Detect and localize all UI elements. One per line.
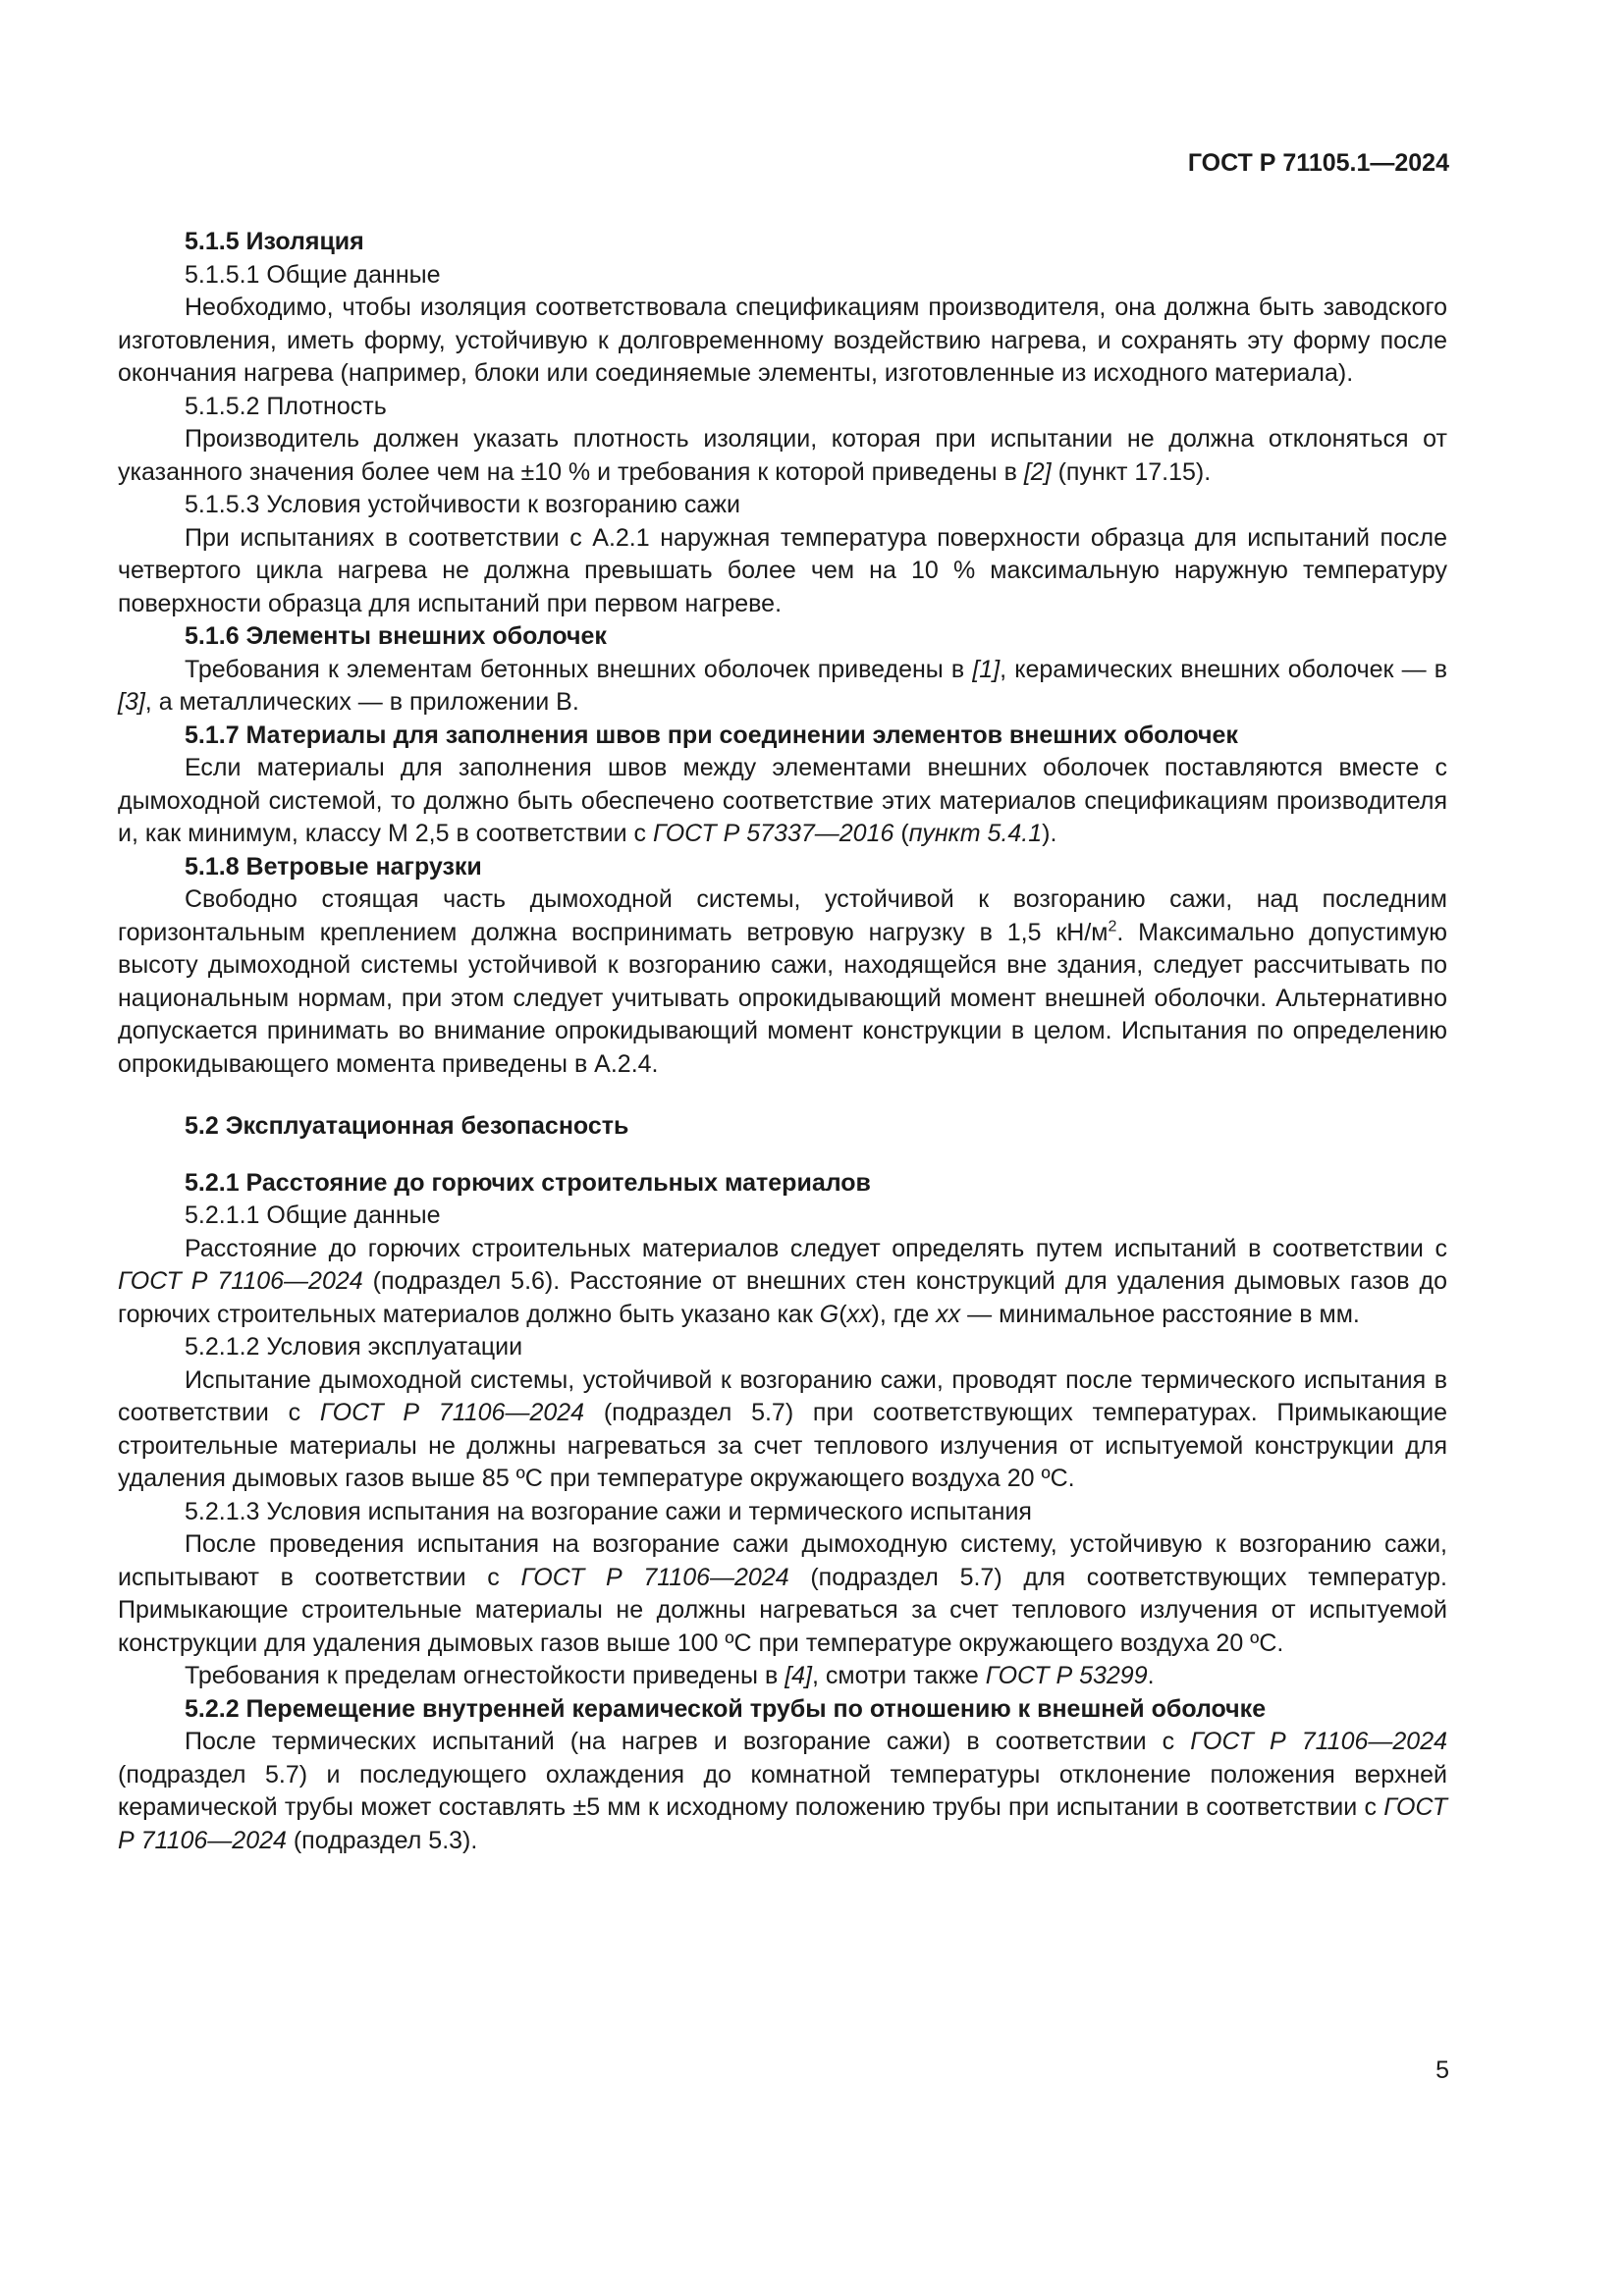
- body-paragraph: [118, 292, 1447, 391]
- reference-text: [1]: [972, 655, 1001, 683]
- text-run: 5.1.8 Ветровые нагрузки: [185, 852, 482, 881]
- body-paragraph: [118, 1200, 1447, 1233]
- text-run: После проведения испытания на возгорание сажи дымоходную систему, устойчивую к возгоранию сажи, испытывают в соответствии с: [118, 1530, 1447, 1591]
- body-paragraph: [118, 259, 1447, 293]
- reference-text: ГОСТ Р 71106—2024: [118, 1793, 1447, 1854]
- text-run: Расстояние до горючих строительных материалов следует определять путем испытаний в соответствии с: [185, 1234, 1447, 1262]
- text-run: (: [839, 1300, 847, 1328]
- reference-text: [3]: [118, 688, 145, 716]
- reference-text: [2]: [1023, 457, 1052, 486]
- text-run: (подраздел 5.7) и последующего охлаждения до комнатной температуры отклонение положения верхней керамической трубы может составлять ±5 мм к исходному положению трубы при испытании в соответствии с: [118, 1760, 1447, 1821]
- section-heading: [118, 720, 1447, 753]
- reference-text: ГОСТ Р 71106—2024: [1190, 1728, 1448, 1755]
- text-run: 5.1.5.1 Общие данные: [185, 260, 441, 289]
- section-heading: [118, 851, 1447, 884]
- text-run: 5.1.7 Материалы для заполнения швов при соединении элементов внешних оболочек: [185, 721, 1238, 749]
- reference-text: ГОСТ Р 71106—2024: [118, 1267, 363, 1295]
- text-run: 5.2 Эксплуатационная безопасность: [185, 1112, 629, 1140]
- section-heading: [118, 1693, 1447, 1727]
- text-run: Свободно стоящая часть дымоходной системы, устойчивой к возгоранию сажи, над последним горизонтальным креплением должна воспринимать ветровую нагрузку в 1,5 кН/м: [118, 885, 1447, 946]
- text-run: (подраздел 5.3).: [286, 1826, 478, 1854]
- text-run: (: [893, 820, 909, 847]
- text-run: .: [1147, 1662, 1155, 1689]
- reference-text: G: [819, 1300, 839, 1328]
- section-heading: [118, 1167, 1447, 1201]
- reference-text: xx: [936, 1300, 961, 1328]
- text-run: (подраздел 5.7) для соответствующих температур. Примыкающие строительные материалы не должны нагреваться за счет теплового излучения от испытуемой конструкции для удаления дымовых газов выше 100 ºС при температуре окружающего воздуха 20 ºС.: [118, 1563, 1447, 1657]
- text-run: ).: [1042, 820, 1057, 847]
- text-run: После термических испытаний (на нагрев и возгорание сажи) в соответствии с: [185, 1728, 1191, 1755]
- text-run: , а металлических — в приложении В.: [144, 688, 579, 716]
- text-run: Требования к пределам огнестойкости приведены в: [185, 1662, 785, 1689]
- text-run: 5.1.6 Элементы внешних оболочек: [185, 622, 607, 650]
- body-paragraph: [118, 1364, 1447, 1496]
- reference-text: ГОСТ Р 53299: [985, 1662, 1148, 1689]
- body-paragraph: [118, 883, 1447, 1081]
- body-paragraph: [118, 1726, 1447, 1857]
- reference-text: ГОСТ Р 71106—2024: [520, 1563, 789, 1591]
- reference-text: ГОСТ Р 71106—2024: [319, 1399, 585, 1426]
- text-run: (подраздел 5.6). Расстояние от внешних стен конструкций для удаления дымовых газов до горючих строительных материалов должно быть указано как: [118, 1267, 1448, 1328]
- text-run: 5.2.1.3 Условия испытания на возгорание сажи и термического испытания: [185, 1497, 1032, 1525]
- body-paragraph: [118, 654, 1447, 720]
- text-run: — минимальное расстояние в мм.: [960, 1300, 1360, 1328]
- text-run: Производитель должен указать плотность изоляции, которая при испытании не должна отклоняться от указанного значения более чем на ±10 % и требования к которой приведены в: [118, 425, 1447, 486]
- text-run: Если материалы для заполнения швов между элементами внешних оболочек поставляются вместе с дымоходной системой, то должно быть обеспечено соответствие этих материалов спецификациям производителя и, как минимум, классу М 2,5 в соответствии с: [118, 754, 1447, 847]
- text-run: 5.2.1 Расстояние до горючих строительных материалов: [185, 1168, 871, 1197]
- text-run: 5.1.5 Изоляция: [185, 228, 364, 255]
- section-heading: [118, 620, 1447, 654]
- text-run: ), где: [871, 1300, 937, 1328]
- text-run: . Максимально допустимую высоту дымоходной системы устойчивой к возгоранию сажи, находящейся вне здания, следует рассчитывать по национальным нормам, при этом следует учитывать опрокидывающий момент внешней оболочки. Альтернативно допускается принимать во внимание опрокидывающий момент конструкции в целом. Испытания по определению опрокидывающего момента приведены в А.2.4.: [118, 918, 1447, 1078]
- body-paragraph: [118, 391, 1447, 424]
- document-header: ГОСТ Р 71105.1—2024: [1187, 149, 1449, 177]
- text-run: 2: [1108, 918, 1117, 935]
- text-run: 5.2.1.1 Общие данные: [185, 1201, 441, 1229]
- text-run: При испытаниях в соответствии с А.2.1 наружная температура поверхности образца для испытаний после четвертого цикла нагрева не должна превышать более чем на 10 % максимальную наружную температуру поверхности образца для испытаний при первом нагреве.: [118, 523, 1447, 617]
- text-run: 5.1.5.2 Плотность: [185, 392, 387, 420]
- text-run: Необходимо, чтобы изоляция соответствовала спецификациям производителя, она должна быть заводского изготовления, иметь форму, устойчивую к долговременному воздействию нагрева, и сохранять эту форму после окончания нагрева (например, блоки или соединяемые элементы, изготовленные из исходного материала).: [118, 294, 1447, 387]
- body-paragraph: [118, 1660, 1447, 1693]
- reference-text: xx: [846, 1300, 872, 1328]
- text-run: , керамических внешних оболочек — в: [1000, 655, 1448, 683]
- text-run: , смотри также: [812, 1662, 986, 1689]
- text-run: 5.2.2 Перемещение внутренней керамической трубы по отношению к внешней оболочке: [185, 1694, 1267, 1723]
- reference-text: ГОСТ Р 57337—2016: [652, 820, 894, 847]
- section-heading: [118, 226, 1447, 259]
- body-paragraph: [118, 1331, 1447, 1364]
- section-heading: [118, 1110, 1447, 1144]
- body-paragraph: [118, 489, 1447, 522]
- page-number: 5: [1435, 2056, 1449, 2084]
- body-paragraph: [118, 1496, 1447, 1529]
- document-body: [118, 226, 1447, 1857]
- body-paragraph: [118, 1528, 1447, 1660]
- body-paragraph: [118, 423, 1447, 489]
- body-paragraph: [118, 1233, 1447, 1332]
- body-paragraph: [118, 752, 1447, 851]
- text-run: (подраздел 5.7) при соответствующих температурах. Примыкающие строительные материалы не должны нагреваться за счет теплового излучения от испытуемой конструкции для удаления дымовых газов выше 85 ºС при температуре окружающего воздуха 20 ºС.: [118, 1399, 1447, 1492]
- text-run: 5.1.5.3 Условия устойчивости к возгоранию сажи: [185, 491, 740, 518]
- text-run: Испытание дымоходной системы, устойчивой к возгоранию сажи, проводят после термического испытания в соответствии с: [118, 1365, 1447, 1426]
- reference-text: пункт 5.4.1: [908, 820, 1043, 847]
- text-run: Требования к элементам бетонных внешних оболочек приведены в: [185, 655, 973, 683]
- reference-text: [4]: [785, 1662, 812, 1689]
- text-run: 5.2.1.2 Условия эксплуатации: [185, 1333, 523, 1361]
- text-run: (пункт 17.15).: [1051, 457, 1212, 486]
- body-paragraph: [118, 522, 1447, 621]
